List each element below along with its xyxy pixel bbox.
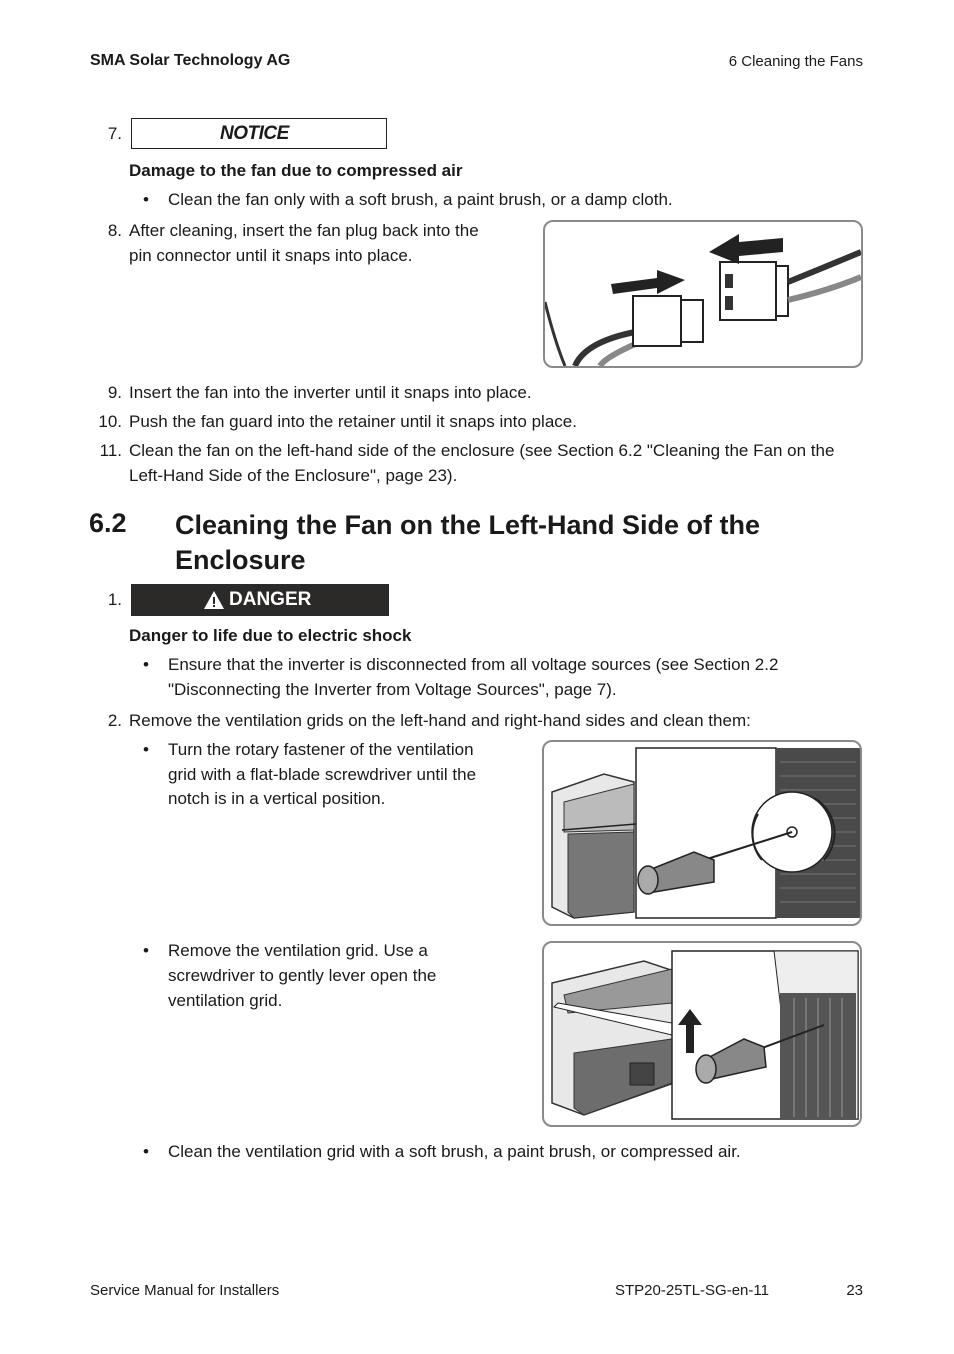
- fan-plug-illustration: [545, 222, 861, 366]
- bullet-marker: •: [143, 655, 149, 674]
- header-chapter: 6 Cleaning the Fans: [728, 53, 863, 70]
- sub1-line-1: Turn the rotary fastener of the ventilation: [168, 740, 474, 759]
- step-11-line-1: Clean the fan on the left-hand side of the enclosure (see Section 6.2 "Cleaning the Fan on the: [129, 441, 835, 460]
- step-2-text: Remove the ventilation grids on the left-hand and right-hand sides and clean them:: [129, 711, 751, 730]
- step-8-line-1: After cleaning, insert the fan plug back into the: [129, 221, 479, 240]
- notice-box: [131, 118, 387, 149]
- step-11-number: 11.: [99, 441, 122, 460]
- step-10-text: Push the fan guard into the retainer until it snaps into place.: [129, 412, 577, 431]
- notice-title: Damage to the fan due to compressed air: [129, 161, 463, 180]
- danger-bullet-line-2: "Disconnecting the Inverter from Voltage Sources", page 7).: [168, 680, 617, 699]
- bullet-marker: •: [143, 190, 149, 209]
- lever-grid-figure: [542, 941, 862, 1127]
- footer-doc-code: STP20-25TL-SG-en-11: [615, 1282, 769, 1299]
- rotary-fastener-illustration: [544, 742, 860, 924]
- fan-plug-figure: [543, 220, 863, 368]
- header-company: SMA Solar Technology AG: [90, 52, 291, 69]
- bullet-marker: •: [143, 1142, 149, 1161]
- section-title: [175, 508, 815, 578]
- footer-page-number: 23: [846, 1282, 863, 1299]
- step-8-line-2: pin connector until it snaps into place.: [129, 246, 413, 265]
- notice-label: NOTICE: [220, 123, 289, 144]
- warning-triangle-icon: [203, 590, 225, 610]
- sub2-line-1: Remove the ventilation grid. Use a: [168, 941, 428, 960]
- rotary-fastener-figure: [542, 740, 862, 926]
- danger-bullet-line-1: Ensure that the inverter is disconnected from all voltage sources (see Section 2.2: [168, 655, 779, 674]
- danger-label: DANGER: [229, 589, 312, 610]
- step-7-number: 7.: [107, 124, 122, 143]
- footer-left: Service Manual for Installers: [90, 1282, 280, 1299]
- sub2-line-3: ventilation grid.: [168, 991, 283, 1010]
- sub1-line-2: grid with a flat-blade screwdriver until the: [168, 765, 477, 784]
- step-10-number: 10.: [98, 412, 122, 431]
- danger-box: [131, 584, 389, 616]
- sub3-text: Clean the ventilation grid with a soft brush, a paint brush, or compressed air.: [168, 1142, 741, 1161]
- section-number: 6.2: [89, 508, 127, 538]
- step-9-text: Insert the fan into the inverter until it snaps into place.: [129, 383, 532, 402]
- bullet-marker: •: [143, 941, 149, 960]
- notice-bullet-text: Clean the fan only with a soft brush, a paint brush, or a damp cloth.: [168, 190, 673, 209]
- section-title-line-1: Cleaning the Fan on the Left-Hand Side of the: [175, 510, 760, 540]
- step-9-number: 9.: [107, 383, 122, 402]
- sub2-line-2: screwdriver to gently lever open the: [168, 966, 437, 985]
- danger-title: Danger to life due to electric shock: [129, 626, 412, 645]
- sub1-line-3: notch is in a vertical position.: [168, 789, 386, 808]
- step-8-number: 8.: [107, 221, 122, 240]
- step-2-number: 2.: [107, 711, 122, 730]
- lever-grid-illustration: [544, 943, 860, 1125]
- bullet-marker: •: [143, 740, 149, 759]
- section-title-line-2: Enclosure: [175, 545, 306, 575]
- step-11-line-2: Left-Hand Side of the Enclosure", page 23).: [129, 466, 458, 485]
- step-1-number: 1.: [107, 590, 122, 609]
